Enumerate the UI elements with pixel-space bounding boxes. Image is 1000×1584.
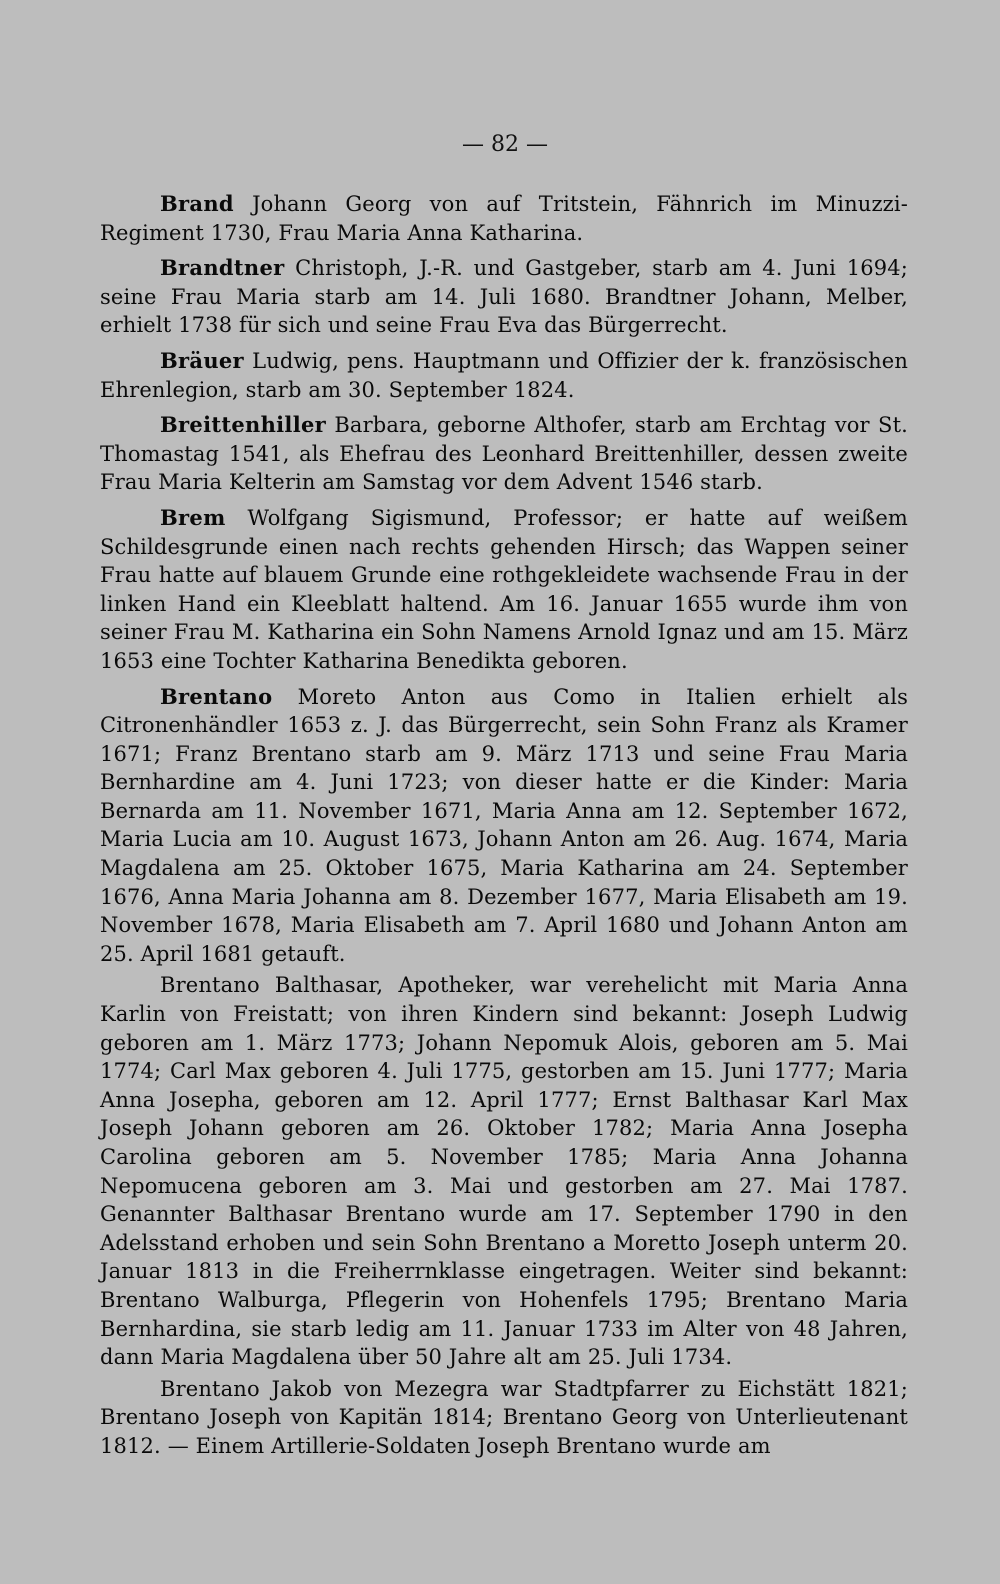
headword: Breittenhiller [160,412,327,438]
entry-brentano-jakob [100,1375,908,1461]
entry-breittenhiller [100,411,908,497]
page-number: — 82 — [462,132,548,157]
page-body [100,190,908,1468]
entry-brandtner [100,254,908,340]
entry-brand [100,190,908,247]
headword: Brandtner [160,255,285,281]
entry-braeuer [100,347,908,404]
entry-text: Wolfgang Sigismund, Professor; er hatte auf weißem Schildesgrunde einen nach rechts gehenden Hirsch; das Wappen seiner Frau hatte auf blauem Grunde eine rothgekleidete wachsende Frau in der linken Hand ein Kleeblatt haltend. Am 16. Januar 1655 wurde ihm von seiner Frau M. Katharina ein Sohn Namens Arnold Ignaz und am 15. März 1653 eine Tochter Katharina Benedikta geboren. [100,505,908,673]
headword: Brand [160,191,234,216]
entry-text: Brentano Balthasar, Apotheker, war verehelicht mit Maria Anna Karlin von Freistatt; von ihren Kindern sind bekannt: Joseph Ludwig geboren am 1. März 1773; Johann Nepomuk Alois, geboren am 5. Mai 1774; Carl Max geboren 4. Juli 1775, gestorben am 15. Juni 1777; Maria Anna Josepha, geboren am 12. April 1777; Ernst Balthasar Karl Max Joseph Johann geboren am 26. Oktober 1782; Maria Anna Josepha Carolina geboren am 5. November 1785; Maria Anna Johanna Nepomucena geboren am 3. Mai und gestorben am 27. Mai 1787. Genannter Balthasar Brentano wurde am 17. September 1790 in den Adelsstand erhoben und sein Sohn Brentano a Moretto Joseph unterm 20. Januar 1813 in die Freiherrnklasse eingetragen. Weiter sind bekannt: Brentano Walburga, Pflegerin von Hohenfels 1795; Brentano Maria Bernhardina, sie starb ledig am 11. Januar 1733 im Alter von 48 Jahren, dann Maria Magdalena über 50 Jahre alt am 25. Juli 1734. [100,973,908,1370]
entry-brem [100,504,908,676]
headword: Brem [160,504,226,530]
entry-text: Moreto Anton aus Como in Italien erhielt als Citronenhändler 1653 z. J. das Bürgerrecht, sein Sohn Franz als Kramer 1671; Franz Brentano starb am 9. März 1713 und seine Frau Maria Bernhardine am 4. Juni 1723; von dieser hatte er die Kinder: Maria Bernarda am 11. November 1671, Maria Anna am 12. September 1672, Maria Lucia am 10. August 1673, Johann Anton am 26. Aug. 1674, Maria Magdalena am 25. Oktober 1675, Maria Katharina am 24. September 1676, Anna Maria Johanna am 8. Dezember 1677, Maria Elisabeth am 19. November 1678, Maria Elisabeth am 7. April 1680 und Johann Anton am 25. April 1681 getauft. [100,684,908,966]
entry-text: Ludwig, pens. Hauptmann und Offizier der k. französischen Ehrenlegion, starb am 30. September 1824. [100,348,908,402]
entry-brentano [100,683,908,969]
entry-text: Christoph, J.-R. und Gastgeber, starb am 4. Juni 1694; seine Frau Maria starb am 14. Juli 1680. Brandtner Johann, Melber, erhielt 1738 für sich und seine Frau Eva das Bürgerrecht. [100,256,908,338]
entry-text: Barbara, geborne Althofer, starb am Erchtag vor St. Thomastag 1541, als Ehefrau des Leonhard Breittenhiller, dessen zweite Frau Maria Kelterin am Samstag vor dem Advent 1546 starb. [100,413,908,495]
entry-text: Johann Georg von auf Tritstein, Fähnrich im Minuzzi-Regiment 1730, Frau Maria Anna Katharina. [100,192,908,245]
entry-brentano-balthasar [100,971,908,1371]
entry-text: Brentano Jakob von Mezegra war Stadtpfarrer zu Eichstätt 1821; Brentano Joseph von Kapitän 1814; Brentano Georg von Unterlieutenant 1812. — Einem Artillerie-Soldaten Joseph Brentano wurde am [100,1376,908,1458]
headword: Brentano [160,683,273,709]
headword: Bräuer [160,347,244,373]
